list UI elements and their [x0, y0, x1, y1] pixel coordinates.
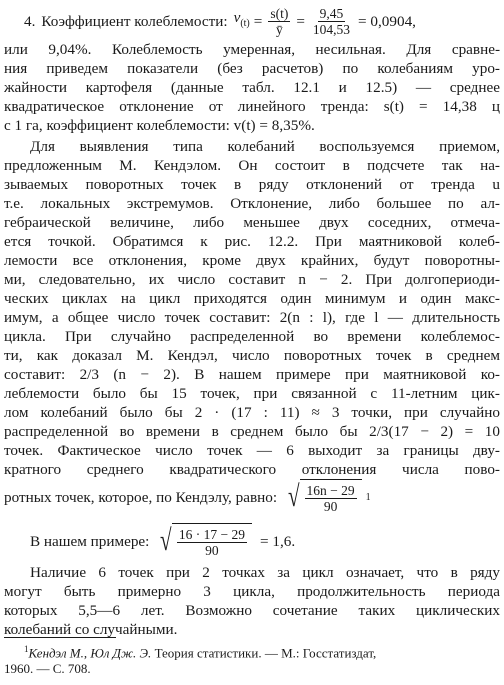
- text-line: с 1 га, коэффициент колеблемости: v(t) = 8,35%.: [4, 117, 315, 134]
- text-line: лом колебаний было бы 2 · (17 : 11) ≈ 3 точки, при случайно: [4, 404, 500, 421]
- footnote-title: Теория статистики. — М.: Госстатиздат,: [154, 645, 377, 661]
- text-line: могут быть примерно 3 цикла, продолжительность периода: [4, 583, 500, 600]
- text-line: составит: 2/3 (n − 2). В нашем примере при маятниковой ко-: [4, 366, 500, 383]
- text-line: предложенным М. Кендэлом. Он состоит в подсчете так на-: [4, 157, 500, 174]
- kendall-formula: [4, 476, 500, 518]
- item-4-formula: [4, 0, 500, 42]
- example-result: = 1,6.: [259, 532, 296, 550]
- text-line: жайности картофеля (данные табл. 12.1 и 12.5) — среднее: [4, 79, 500, 96]
- kendall-fraction: [305, 483, 357, 514]
- kendall-numerator: 16n − 29: [306, 482, 355, 498]
- example-numerator: 16 · 17 − 29: [178, 526, 245, 542]
- text-line: или 9,04%. Колеблемость умеренная, несильная. Для сравне-: [4, 41, 500, 58]
- footnote-mark: 1: [24, 644, 29, 654]
- radical-sign: √: [288, 480, 300, 513]
- text-line: леблемости было бы 15 точек, при связанной с 11-летним цик-: [4, 385, 500, 402]
- footnote-rule: [4, 637, 116, 638]
- example-text: В нашем примере:: [30, 532, 150, 550]
- text-line: распределенной во времени в среднем было бы 2/3(17 − 2) = 10: [4, 423, 500, 440]
- footnote-authors: Кендэл М., Юл Дж. Э.: [28, 645, 152, 661]
- item-label: Коэффициент колеблемости:: [41, 12, 228, 30]
- text-line: ческих циклах на цикл приходятся один минимум и один макс-: [4, 290, 500, 307]
- footnote-line-1: [24, 641, 500, 661]
- text-line: Для выявления типа колебаний воспользуемся приемом,: [30, 138, 500, 155]
- text-line: ется точкой. Обратимся к рис. 12.2. При маятниковой колеб-: [4, 233, 500, 250]
- kendall-text: ротных точек, которое, по Кендэлу, равно:: [4, 488, 278, 506]
- item-number: 4.: [24, 12, 36, 30]
- formula-result: = 0,0904,: [358, 12, 416, 30]
- fraction-s-over-ybar: [268, 6, 290, 37]
- example-sqrt: [155, 523, 252, 559]
- radical-sign: √: [160, 524, 172, 557]
- fraction-denominator: ȳ: [275, 21, 283, 37]
- text-line: лемости все отклонения, кроме двух крайних, будут поворотны-: [4, 252, 500, 269]
- text-line: гебраической величине, либо меньшее двух соседних, отмеча-: [4, 214, 500, 231]
- fraction-numerator-value: 9,45: [319, 5, 344, 21]
- text-line: ти, как доказал М. Кендэл, число поворотных точек в среднем: [4, 347, 500, 364]
- kendall-denominator: 90: [323, 498, 338, 514]
- text-line: зываемых поворотных точек в ряду отклонений от тренда u: [4, 176, 500, 193]
- fraction-values: [311, 6, 352, 37]
- text-line: ми, следовательно, их число составит n − 2. При долгопериоди-: [4, 271, 500, 288]
- footnote-reference: 1: [365, 491, 371, 503]
- text-line: точек. Фактическое число точек — 6 выходит за границы дву-: [4, 442, 500, 459]
- equals-sign-2: =: [296, 12, 305, 30]
- example-denominator: 90: [205, 542, 219, 558]
- text-line: кратного среднего квадратического отклонения числа пово-: [4, 461, 500, 478]
- text-line: цикла. При случайно распределенной во времени колеблемос-: [4, 328, 500, 345]
- footnote-line-2: 1960. — С. 708.: [4, 661, 91, 676]
- fraction-numerator: s(t): [270, 5, 289, 21]
- text-line: Наличие 6 точек при 2 точках за цикл означает, что в ряду: [30, 564, 500, 581]
- example-formula: [4, 520, 500, 562]
- text-line: имум, а общее число точек составит: 2(n : l), где l — длительность: [4, 309, 500, 326]
- text-line: т.е. локальных экстремумов. Отклонение, либо большее по ал-: [4, 195, 500, 212]
- text-line: которых 5,5—6 лет. Возможно сочетание таких циклических: [4, 602, 500, 619]
- fraction-denominator-value: 104,53: [312, 21, 351, 37]
- example-fraction: [177, 527, 247, 558]
- text-line: ния приведем показатели (без расчетов) по колебаниям уро-: [4, 60, 500, 77]
- text-line: квадратическое отклонение от линейного тренда: s(t) = 14,38 ц: [4, 98, 500, 115]
- equals-sign: =: [253, 12, 263, 30]
- variation-symbol: $v_{(t)}$: [233, 9, 250, 30]
- kendall-sqrt: [283, 479, 362, 515]
- text-line: колебаний со случайными.: [4, 621, 178, 638]
